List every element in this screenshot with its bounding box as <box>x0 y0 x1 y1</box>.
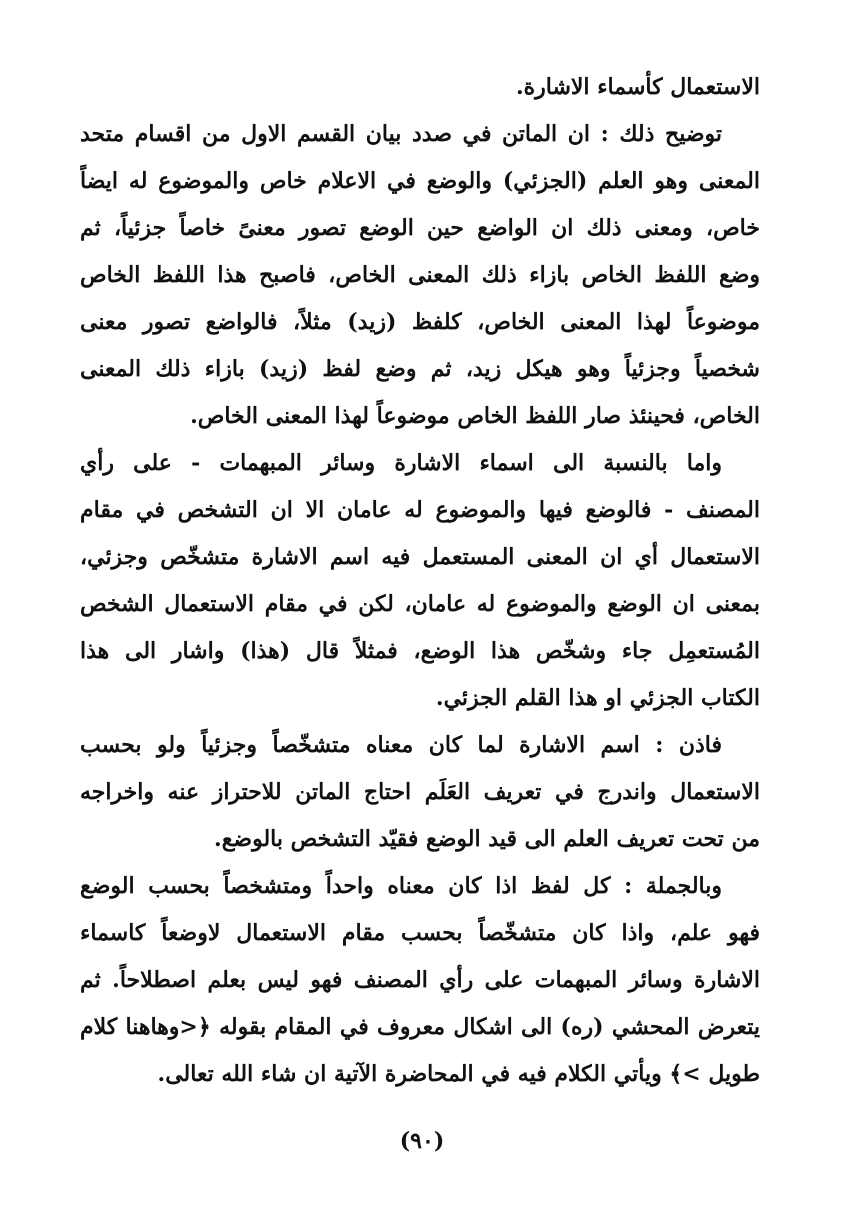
text-line: المصنف - فالوضع فيها والموضوع له عامان الا ان التشخص في مقام <box>80 497 760 523</box>
text-line: بمعنى ان الوضع والموضوع له عامان، لكن في مقام الاستعمال الشخص <box>80 591 760 617</box>
paragraph <box>80 111 760 440</box>
text-line: خاص، ومعنى ذلك ان الواضع حين الوضع تصور معنىً خاصاً جزئياً، ثم <box>80 215 760 241</box>
text-line: المعنى وهو العلم (الجزئي) والوضع في الاعلام خاص والموضوع له ايضاً <box>80 168 760 194</box>
text-line: موضوعاً لهذا المعنى الخاص، كلفظ (زيد) مثلاً، فالواضع تصور معنى <box>80 309 760 335</box>
text-line: المُستعمِل جاء وشخّص هذا الوضع، فمثلاً قال (هذا) واشار الى هذا <box>80 638 760 664</box>
text-line: الاشارة وسائر المبهمات على رأي المصنف فهو ليس بعلم اصطلاحاً. ثم <box>80 967 760 993</box>
text-line: فهو علم، واذا كان متشخّصاً بحسب مقام الاستعمال لاوضعاً كاسماء <box>80 920 760 946</box>
paragraph <box>80 722 760 863</box>
text-line: الخاص، فحينئذ صار اللفظ الخاص موضوعاً لهذا المعنى الخاص. <box>190 403 760 429</box>
paragraph <box>80 440 760 722</box>
text-line: واما بالنسبة الى اسماء الاشارة وسائر المبهمات - على رأي <box>80 450 722 476</box>
text-line: الاستعمال أي ان المعنى المستعمل فيه اسم الاشارة متشخّص وجزئي، <box>80 544 760 570</box>
paragraph <box>80 64 760 111</box>
text-line: طويل >﴾ ويأتي الكلام فيه في المحاضرة الآتية ان شاء الله تعالى. <box>157 1061 760 1087</box>
text-line: الكتاب الجزئي او هذا القلم الجزئي. <box>435 685 760 711</box>
text-line: من تحت تعريف العلم الى قيد الوضع فقيّد التشخص بالوضع. <box>214 826 760 852</box>
text-line: يتعرض المحشي (ره) الى اشكال معروف في المقام بقوله ﴿<وهاهنا كلام <box>80 1014 760 1040</box>
text-line: توضيح ذلك : ان الماتن في صدد بيان القسم الاول من اقسام متحد <box>80 121 722 147</box>
text-line: شخصياً وجزئياً وهو هيكل زيد، ثم وضع لفظ (زيد) بازاء ذلك المعنى <box>80 356 760 382</box>
paragraph <box>80 863 760 1098</box>
text-line: وضع اللفظ الخاص بازاء ذلك المعنى الخاص، فاصبح هذا اللفظ الخاص <box>80 262 760 288</box>
text-line: وبالجملة : كل لفظ اذا كان معناه واحداً ومتشخصاً بحسب الوضع <box>80 873 722 899</box>
text-line: فاذن : اسم الاشارة لما كان معناه متشخّصاً وجزئياً ولو بحسب <box>80 732 722 758</box>
body-text <box>80 64 760 1098</box>
text-line: الاستعمال كأسماء الاشارة. <box>515 74 760 100</box>
page-number: (٩٠) <box>399 1128 445 1154</box>
text-line: الاستعمال واندرج في تعريف العَلَم احتاج الماتن للاحتراز عنه واخراجه <box>80 779 760 805</box>
